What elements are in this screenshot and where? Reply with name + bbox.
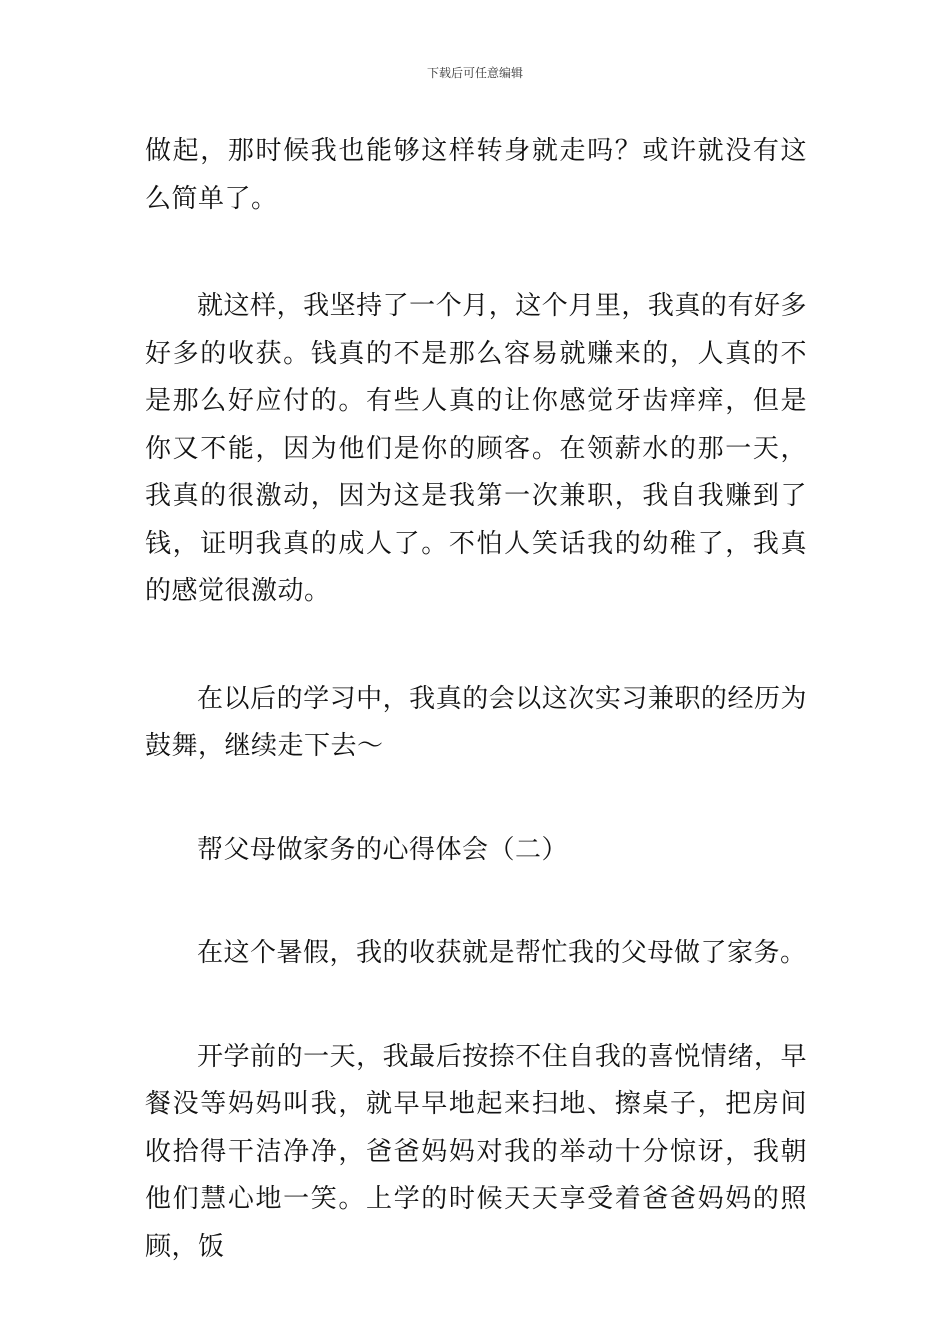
paragraph-gap xyxy=(145,874,807,930)
paragraph-continuation: 做起，那时候我也能够这样转身就走吗？或许就没有这么简单了。 xyxy=(145,136,807,214)
section-heading: 帮父母做家务的心得体会（二） xyxy=(197,834,569,865)
paragraph-harvest: 就这样，我坚持了一个月，这个月里，我真的有好多好多的收获。钱真的不是那么容易就赚来的，人真的不是那么好应付的。有些人真的让你感觉牙齿痒痒，但是你又不能，因为他们是你的顾客。在领薪水的那一天，我真的很激动，因为这是我第一次兼职，我自我赚到了钱，证明我真的成人了。不怕人笑话我的幼稚了，我真的感觉很激动。 xyxy=(145,291,807,606)
paragraph-gap xyxy=(145,616,807,676)
paragraph-gap xyxy=(145,223,807,283)
page-header: 下载后可任意编辑 xyxy=(426,66,523,80)
paragraph-summer: 在这个暑假，我的收获就是帮忙我的父母做了家务。 xyxy=(197,938,807,968)
document-body xyxy=(145,128,807,1271)
paragraph-future: 在以后的学习中，我真的会以这次实习兼职的经历为鼓舞，继续走下去～ xyxy=(145,683,807,761)
paragraph-chores: 开学前的一天，我最后按捺不住自我的喜悦情绪，早餐没等妈妈叫我，就早早地起来扫地、擦桌子，把房间收拾得干洁净净，爸爸妈妈对我的举动十分惊讶，我朝他们慧心地一笑。上学的时候天天享受着爸爸妈妈的照顾，饭 xyxy=(145,1041,807,1262)
paragraph-gap xyxy=(145,978,807,1034)
paragraph-gap xyxy=(145,771,807,827)
